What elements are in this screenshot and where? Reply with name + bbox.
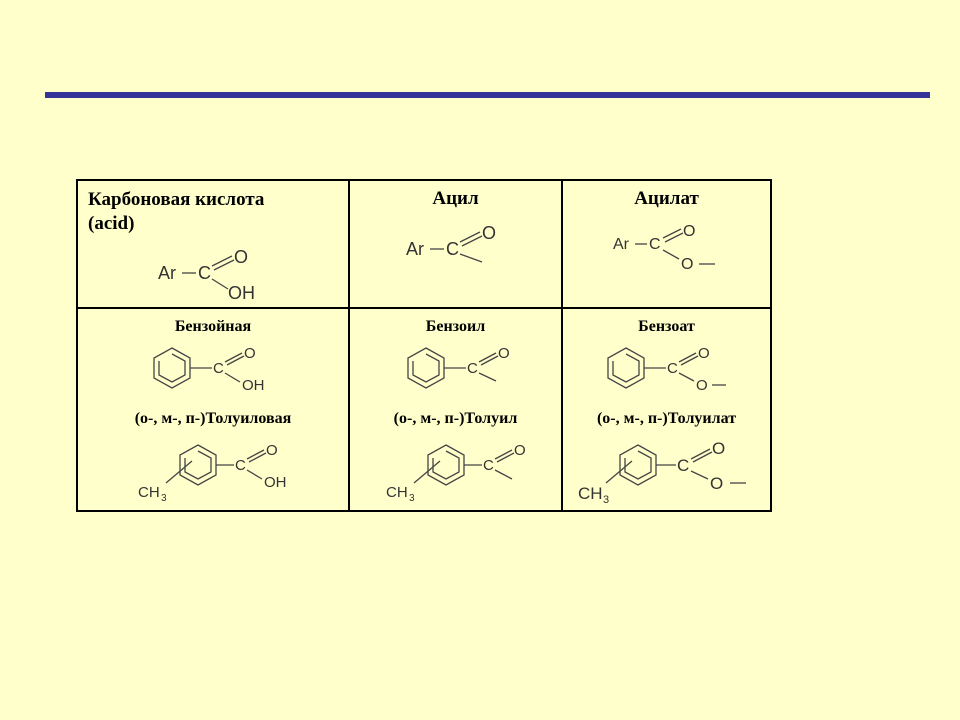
acyl-nomenclature-table bbox=[76, 179, 772, 512]
ar-coo-formula bbox=[611, 221, 731, 276]
oxygen-label: O bbox=[514, 442, 526, 459]
oxygen-label: O bbox=[712, 439, 726, 458]
oxygen-label: O bbox=[683, 223, 696, 240]
carbon-label: C bbox=[446, 239, 459, 259]
oxygen-label: O bbox=[698, 345, 710, 362]
ar-co-formula bbox=[404, 219, 514, 269]
carbon-label: C bbox=[649, 236, 661, 253]
oxygen-label: O bbox=[234, 247, 249, 267]
acylate-header: Ацилат bbox=[634, 188, 699, 209]
row-divider bbox=[78, 307, 770, 309]
carbon-label: C bbox=[667, 360, 678, 377]
acid-header-line1: Карбоновая кислота bbox=[88, 189, 265, 210]
toluate-formula bbox=[576, 439, 756, 511]
toluyl-label bbox=[350, 410, 561, 428]
carbon-label: C bbox=[467, 360, 478, 377]
benzoic-label: Бензойная bbox=[174, 318, 252, 335]
oxygen-label: O bbox=[696, 377, 708, 394]
acyl-header: Ацил bbox=[432, 188, 479, 209]
isomer-prefix: (о-, м-, п-) bbox=[393, 410, 465, 427]
hydroxyl-label: OH bbox=[242, 377, 265, 394]
toluate-label bbox=[563, 410, 770, 428]
ar-label: Ar bbox=[158, 263, 176, 283]
subscript-3: 3 bbox=[161, 493, 167, 504]
methyl-label: CH bbox=[386, 484, 408, 501]
benzoyl-label: Бензоил bbox=[425, 318, 486, 335]
column-divider bbox=[348, 181, 350, 510]
methyl-label: CH bbox=[138, 484, 160, 501]
acid-header bbox=[88, 188, 328, 236]
subscript-3: 3 bbox=[603, 494, 610, 506]
carbon-label: C bbox=[677, 456, 690, 475]
toluic-name: Толуиловая bbox=[205, 410, 292, 427]
toluyl-name: Толуил bbox=[464, 410, 518, 427]
subscript-3: 3 bbox=[409, 493, 415, 504]
methyl-label: CH bbox=[578, 484, 603, 503]
benzoate-label: Бензоат bbox=[638, 318, 695, 335]
oxygen-label: O bbox=[681, 256, 694, 273]
toluic-acid-formula bbox=[136, 439, 296, 509]
ar-label: Ar bbox=[613, 236, 629, 253]
column-divider bbox=[561, 181, 563, 510]
carbon-label: C bbox=[235, 457, 246, 474]
benzoate-formula bbox=[604, 344, 744, 399]
hydroxyl-label: OH bbox=[228, 283, 255, 303]
oxygen-label: O bbox=[498, 345, 510, 362]
isomer-prefix: (о-, м-, п-) bbox=[134, 410, 206, 427]
ar-cooh-formula bbox=[156, 243, 276, 303]
carbon-label: C bbox=[483, 457, 494, 474]
ar-label: Ar bbox=[406, 239, 424, 259]
carbon-label: C bbox=[213, 360, 224, 377]
hydroxyl-label: OH bbox=[264, 474, 287, 491]
acid-header-line2: (acid) bbox=[88, 213, 135, 234]
benzoyl-formula bbox=[404, 344, 524, 399]
isomer-prefix: (о-, м-, п-) bbox=[596, 410, 668, 427]
oxygen-label: O bbox=[266, 442, 278, 459]
oxygen-label: O bbox=[244, 345, 256, 362]
benzoic-acid-formula bbox=[150, 344, 290, 399]
toluyl-formula bbox=[384, 439, 534, 509]
toluate-name: Толуилат bbox=[667, 410, 737, 427]
title-rule bbox=[45, 92, 930, 98]
oxygen-label: O bbox=[710, 474, 724, 493]
toluic-label bbox=[78, 410, 348, 428]
carbon-label: C bbox=[198, 263, 211, 283]
oxygen-label: O bbox=[482, 223, 497, 243]
